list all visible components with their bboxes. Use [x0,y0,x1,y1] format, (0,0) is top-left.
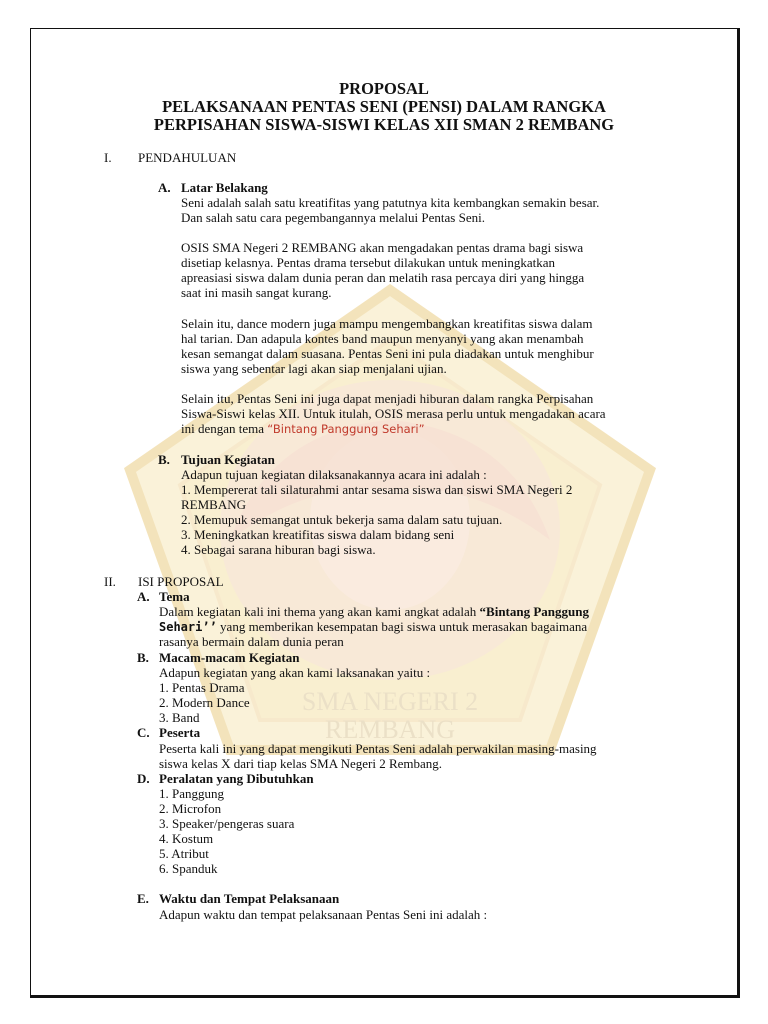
list-line: 5. Atribut [159,846,209,861]
paragraph-line: OSIS SMA Negeri 2 REMBANG akan mengadakan pentas drama bagi siswa [181,240,584,255]
list-line: 1. Panggung [159,786,224,801]
theme-name: “Bintang Panggung Sehari” [267,422,425,436]
paragraph-line: Adapun waktu dan tempat pelaksanaan Pentas Seni ini adalah : [159,907,488,922]
tema-line-1-text: Dalam kegiatan kali ini thema yang akan kami angkat adalah [159,604,480,619]
subsection-1b-label: B. [158,452,170,467]
list-line: 4. Kostum [159,831,214,846]
tema-line-1 [159,604,589,619]
list-line: 2. Microfon [159,801,222,816]
section-2-heading: ISI PROPOSAL [138,574,224,589]
subsection-2b-label: B. [137,650,149,665]
subsection-1b-title: Tujuan Kegiatan [181,452,275,467]
paragraph-line: Seni adalah salah satu kreatifitas yang patutnya kita kembangkan semakin besar. [181,195,600,210]
list-line: 1. Pentas Drama [159,680,245,695]
subsection-2d-label: D. [137,771,150,786]
subsection-2a-title: Tema [159,589,190,604]
subsection-2c-title: Peserta [159,725,201,740]
paragraph-line: saat ini masih sangat kurang. [181,285,332,300]
section-1-heading: PENDAHULUAN [138,150,237,165]
paragraph-line: siswa yang sebentar lagi akan siap menjalani ujian. [181,361,447,376]
paragraph-line-theme [181,421,425,437]
tema-line-3: rasanya bermain dalam dunia peran [159,634,344,649]
title-line-1: PROPOSAL [339,79,429,98]
paragraph-line: Selain itu, Pentas Seni ini juga dapat menjadi hiburan dalam rangka Perpisahan [181,391,594,406]
list-line: Adapun kegiatan yang akan kami laksanakan yaitu : [159,665,431,680]
title-line-2: PELAKSANAAN PENTAS SENI (PENSI) DALAM RANGKA [162,97,606,116]
list-line: 6. Spanduk [159,861,218,876]
tema-line-2 [159,619,587,635]
subsection-2d-title: Peralatan yang Dibutuhkan [159,771,314,786]
paragraph-line: Selain itu, dance modern juga mampu mengembangkan kreatifitas siswa dalam [181,316,593,331]
tema-theme-bold: “Bintang Panggung [479,604,589,619]
paragraph-line: disetiap kelasnya. Pentas drama tersebut dilakukan untuk meningkatkan [181,255,556,270]
paragraph-line: apreasiasi siswa dalam dunia peran dan melatih rasa percaya diri yang hingga [181,270,585,285]
subsection-2e-label: E. [137,891,149,906]
list-line: REMBANG [181,497,247,512]
list-line: 1. Mempererat tali silaturahmi antar sesama siswa dan siswi SMA Negeri 2 [181,482,573,497]
section-2-number: II. [104,574,116,589]
list-line: 2. Modern Dance [159,695,250,710]
subsection-2b-title: Macam-macam Kegiatan [159,650,300,665]
watermark-text-2: REMBANG [324,715,456,744]
tema-line-2-text: yang memberikan kesempatan bagi siswa untuk merasakan bagaimana [216,619,588,634]
paragraph-line: Siswa-Siswi kelas XII. Untuk itulah, OSIS merasa perlu untuk mengadakan acara [181,406,606,421]
paragraph-line: Peserta kali ini yang dapat mengikuti Pentas Seni adalah perwakilan masing-masing [159,741,597,756]
list-line: 3. Band [159,710,200,725]
list-line: 2. Memupuk semangat untuk bekerja sama dalam satu tujuan. [181,512,503,527]
subsection-2e-title: Waktu dan Tempat Pelaksanaan [159,891,340,906]
subsection-2a-label: A. [137,589,150,604]
watermark-text-1: SMA NEGERI 2 [301,687,479,716]
tema-theme-bold-2: Sehari’’ [159,620,217,634]
paragraph-line: siswa kelas X dari tiap kelas SMA Negeri 2 Rembang. [159,756,443,771]
title-line-3: PERPISAHAN SISWA-SISWI KELAS XII SMAN 2 REMBANG [153,115,615,134]
subsection-1a-title: Latar Belakang [181,180,268,195]
list-line: 4. Sebagai sarana hiburan bagi siswa. [181,542,376,557]
subsection-2c-label: C. [137,725,150,740]
subsection-1a-label: A. [158,180,171,195]
list-line: 3. Speaker/pengeras suara [159,816,295,831]
list-line: 3. Meningkatkan kreatifitas siswa dalam bidang seni [181,527,455,542]
paragraph-line: hal tarian. Dan adapula kontes band maupun menyanyi yang akan menambah [181,331,584,346]
theme-prefix: ini dengan tema [181,421,268,436]
paragraph-line: kesan semangat dalam suasana. Pentas Seni ini pula diadakan untuk menghibur [181,346,594,361]
paragraph-line: Dan salah satu cara pegembangannya melalui Pentas Seni. [181,210,485,225]
list-line: Adapun tujuan kegiatan dilaksanakannya acara ini adalah : [181,467,487,482]
section-1-number: I. [104,150,112,165]
